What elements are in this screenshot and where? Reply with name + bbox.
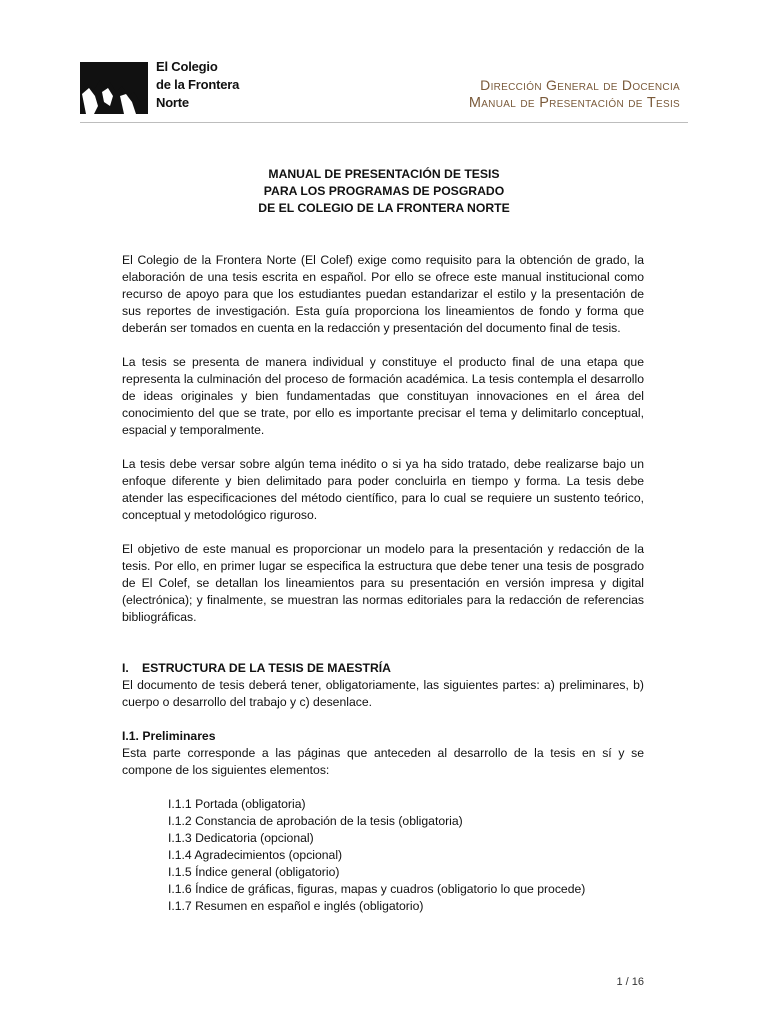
list-item: I.1.4 Agradecimientos (opcional) (168, 848, 343, 862)
document-title (120, 166, 648, 217)
document-body (122, 252, 644, 915)
colef-logo (80, 56, 240, 118)
header-department: Dirección General de Docencia (480, 77, 680, 93)
list-item: I.1.6 Índice de gráficas, figuras, mapas y cuadros (obligatorio lo que procede) (168, 882, 586, 896)
paragraph-intro: El Colegio de la Frontera Norte (El Colef) exige como requisito para la obtención de grado, la elaboración de una tesis escrita en español. Por ello se ofrece este manual institucional como recurso de apoyo para que los estudiantes puedan estandarizar el estilo y la presentación de sus reportes de investigación. Esta guía proporciona los lineamientos de fondo y forma que deberán ser tomados en cuenta en la redacción y presentación del documento final de tesis. (122, 253, 644, 335)
header-manual-title: Manual de Presentación de Tesis (468, 95, 680, 111)
header-subtitles (469, 76, 680, 112)
title-line-1: MANUAL DE PRESENTACIÓN DE TESIS (268, 167, 500, 181)
page-number: 1 / 16 (616, 976, 644, 988)
section-heading (122, 660, 644, 677)
title-line-2: PARA LOS PROGRAMAS DE POSGRADO (263, 184, 505, 198)
title-line-3: DE EL COLEGIO DE LA FRONTERA NORTE (258, 201, 510, 215)
section-paragraph: El documento de tesis deberá tener, obligatoriamente, las siguientes partes: a) preliminares, b) cuerpo o desarrollo del trabajo y c) desenlace. (122, 678, 644, 709)
list-item: I.1.3 Dedicatoria (opcional) (168, 831, 314, 845)
paragraph-thesis-definition: La tesis se presenta de manera individual y constituye el producto final de una etapa que representa la culminación del proceso de formación académica. La tesis contempla el desarrollo de ideas originales y bien fundamentadas que constituyan innovaciones en el área del conocimiento del que se trate, por ello es importante precisar el tema y delimitarlo conceptual, espacial y temporalmente. (122, 355, 644, 437)
preliminaries-list (122, 796, 644, 915)
mountain-logo-icon (80, 62, 148, 114)
logo-wordmark (156, 58, 239, 112)
list-item: I.1.7 Resumen en español e inglés (obligatorio) (168, 899, 424, 913)
paragraph-objective: El objetivo de este manual es proporcionar un modelo para la presentación y redacción de la tesis. Por ello, en primer lugar se especifica la estructura que debe tener una tesis de posgrado de El Colef, se detallan los lineamientos para su presentación en versión impresa y digital (electrónica); y finalmente, se muestran las normas editoriales para la redacción de referencias bibliográficas. (122, 542, 644, 624)
list-item: I.1.2 Constancia de aprobación de la tesis (obligatoria) (168, 814, 463, 828)
section-title: ESTRUCTURA DE LA TESIS DE MAESTRÍA (142, 661, 391, 675)
list-item: I.1.1 Portada (obligatoria) (168, 797, 306, 811)
paragraph-thesis-topic: La tesis debe versar sobre algún tema inédito o si ya ha sido tratado, debe realizarse bajo un enfoque diferente y bien delimitado para poder concluirla en tiempo y forma. La tesis debe atender las especificaciones del método científico, para lo cual se requiere un sustento teórico, conceptual y metodológico riguroso. (122, 457, 644, 522)
logo-line-2: de la Frontera (156, 77, 240, 92)
subsection-paragraph: Esta parte corresponde a las páginas que anteceden al desarrollo de la tesis en sí y se compone de los siguientes elementos: (122, 746, 644, 777)
page-header (80, 56, 688, 122)
list-item: I.1.5 Índice general (obligatorio) (168, 865, 340, 879)
logo-line-1: El Colegio (156, 59, 218, 74)
logo-line-3: Norte (156, 95, 189, 110)
section-number: I. (122, 661, 129, 675)
subsection-heading: I.1. Preliminares (122, 729, 216, 743)
header-divider (80, 122, 688, 123)
